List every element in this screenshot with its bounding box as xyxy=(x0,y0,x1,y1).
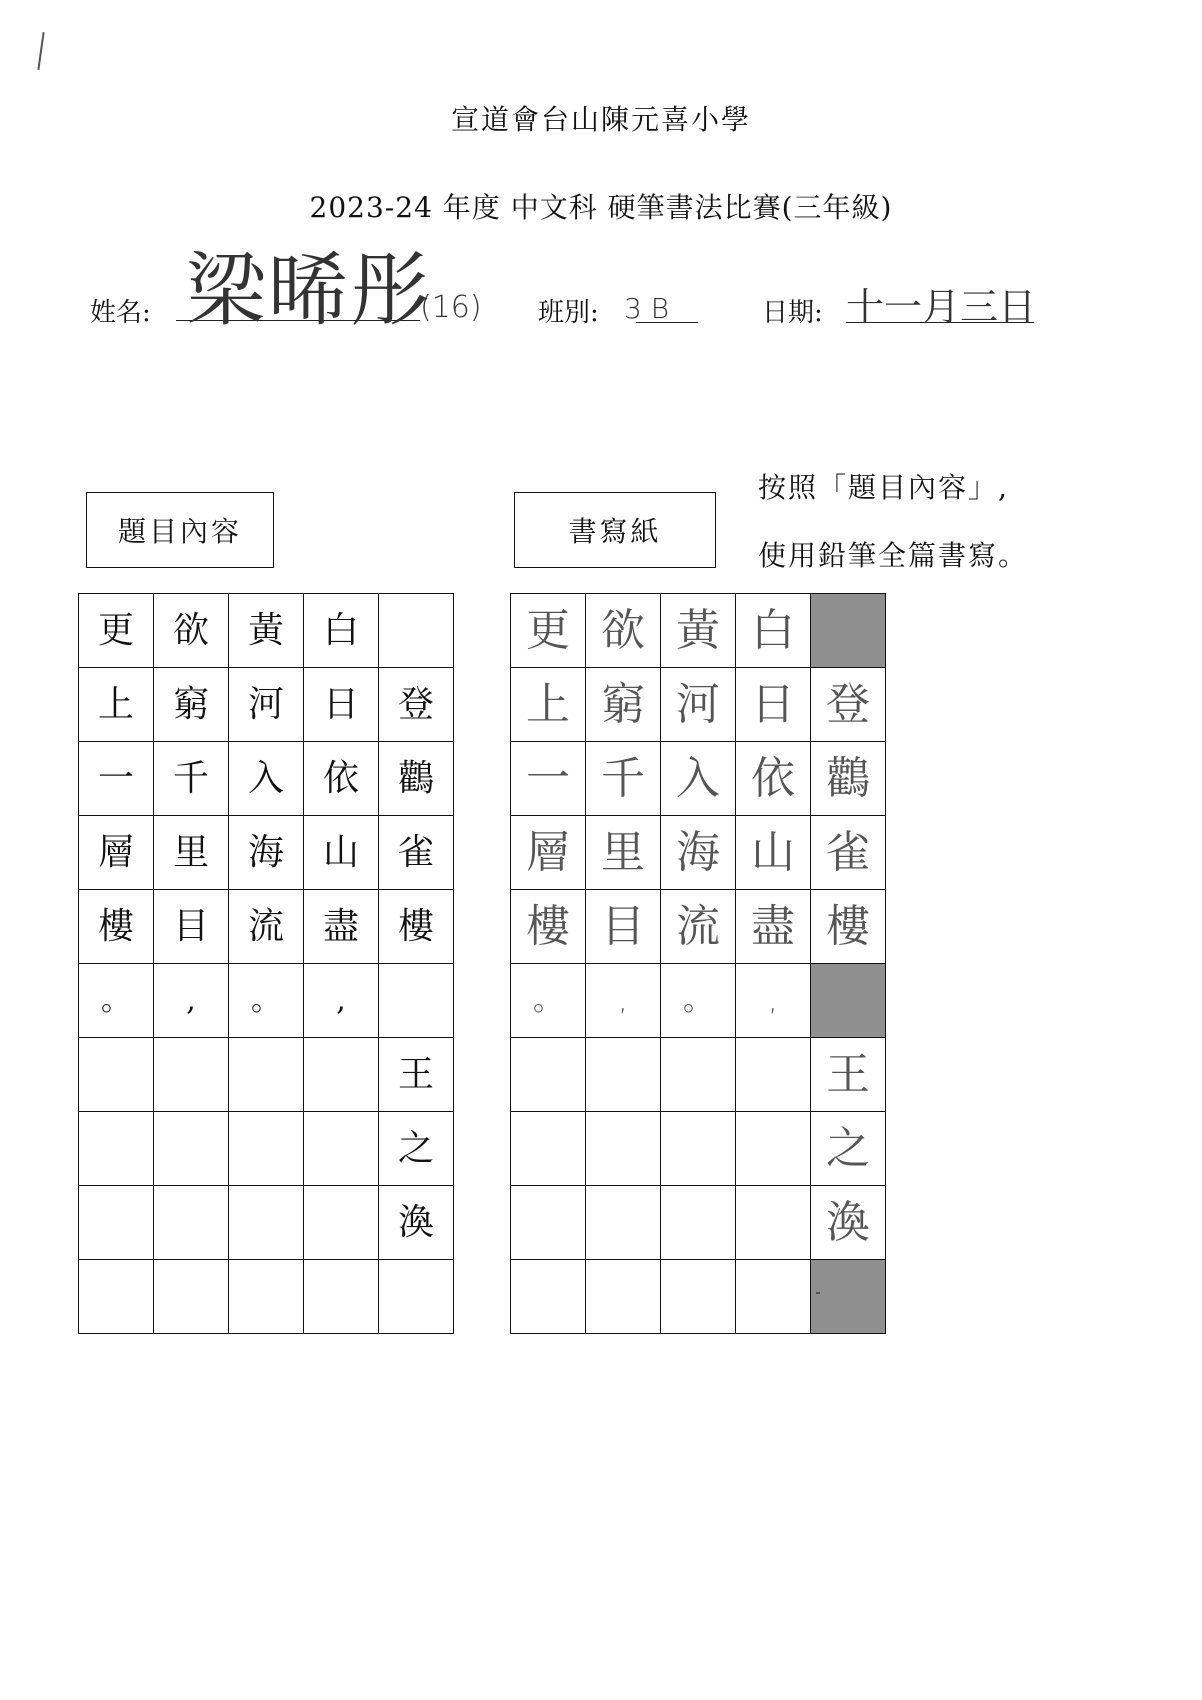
writing-grid-row xyxy=(511,668,886,742)
writing-grid-row xyxy=(511,964,886,1038)
writing-grid-cell: 窮 xyxy=(586,668,661,742)
prompt-grid-cell: 目 xyxy=(154,890,229,964)
writing-grid-cell xyxy=(511,1186,586,1260)
writing-grid-cell: 千 xyxy=(586,742,661,816)
writing-grid-cell: 里 xyxy=(586,816,661,890)
writing-grid-cell xyxy=(586,1038,661,1112)
prompt-grid-cell xyxy=(154,1186,229,1260)
prompt-grid-cell xyxy=(154,1112,229,1186)
writing-grid-cell xyxy=(736,1112,811,1186)
prompt-grid-row xyxy=(79,594,454,668)
prompt-grid-cell xyxy=(229,1186,304,1260)
writing-grid-cell: 入 xyxy=(661,742,736,816)
prompt-grid-cell: 欲 xyxy=(154,594,229,668)
prompt-grid-row xyxy=(79,1260,454,1334)
writing-grid-cell xyxy=(661,1260,736,1334)
prompt-grid-cell: 樓 xyxy=(379,890,454,964)
writing-grid-cell xyxy=(661,1038,736,1112)
prompt-grid-cell: 盡 xyxy=(304,890,379,964)
prompt-grid-cell xyxy=(304,1112,379,1186)
writing-grid-cell: 。 xyxy=(511,964,586,1038)
prompt-grid-row xyxy=(79,1186,454,1260)
prompt-grid-cell: , xyxy=(304,964,379,1038)
writing-grid-cell xyxy=(586,1260,661,1334)
prompt-grid-cell: 更 xyxy=(79,594,154,668)
date-label: 日期: xyxy=(762,298,823,328)
writing-grid-cell: 山 xyxy=(736,816,811,890)
prompt-grid-cell: 河 xyxy=(229,668,304,742)
date-value: 十一月三日 xyxy=(846,285,1037,329)
prompt-grid-cell: 之 xyxy=(379,1112,454,1186)
prompt-grid-cell: 。 xyxy=(229,964,304,1038)
prompt-grid-cell: 山 xyxy=(304,816,379,890)
prompt-grid-cell: 黃 xyxy=(229,594,304,668)
writing-grid-cell: 日 xyxy=(736,668,811,742)
writing-grid-cell: 黃 xyxy=(661,594,736,668)
writing-grid-cell: 樓 xyxy=(811,890,886,964)
prompt-grid-row xyxy=(79,964,454,1038)
prompt-grid-cell xyxy=(229,1038,304,1112)
prompt-grid-cell: 依 xyxy=(304,742,379,816)
student-number: (16) xyxy=(420,290,482,325)
prompt-grid-cell: 里 xyxy=(154,816,229,890)
writing-grid-cell xyxy=(736,1260,811,1334)
writing-grid-cell xyxy=(661,1112,736,1186)
prompt-grid-cell: 鸛 xyxy=(379,742,454,816)
writing-grid-cell: 目 xyxy=(586,890,661,964)
writing-grid-cell: 登 xyxy=(811,668,886,742)
writing-grid-cell: 依 xyxy=(736,742,811,816)
prompt-grid-row xyxy=(79,816,454,890)
writing-grid-row xyxy=(511,890,886,964)
prompt-grid-cell xyxy=(379,964,454,1038)
school-name: 宣道會台山陳元喜小學 xyxy=(450,103,751,136)
prompt-grid-cell: 窮 xyxy=(154,668,229,742)
prompt-grid-cell: 海 xyxy=(229,816,304,890)
prompt-grid-cell: 入 xyxy=(229,742,304,816)
writing-grid-cell xyxy=(586,1112,661,1186)
prompt-grid-cell xyxy=(379,1260,454,1334)
prompt-grid-cell: 千 xyxy=(154,742,229,816)
writing-grid-cell: 。 xyxy=(661,964,736,1038)
prompt-grid-row xyxy=(79,742,454,816)
prompt-grid-row xyxy=(79,890,454,964)
prompt-grid-cell: 。 xyxy=(79,964,154,1038)
writing-grid-cell: 流 xyxy=(661,890,736,964)
writing-grid-cell xyxy=(511,1112,586,1186)
instruction-line-1: 按照「題目內容」, xyxy=(758,471,1009,504)
writing-grid-cell: 一 xyxy=(511,742,586,816)
writing-grid-cell: 樓 xyxy=(511,890,586,964)
writing-box-title: 書寫紙 xyxy=(514,492,716,568)
writing-grid-cell: 層 xyxy=(511,816,586,890)
prompt-box-title: 題目內容 xyxy=(86,492,274,568)
writing-grid-cell: 盡 xyxy=(736,890,811,964)
prompt-grid-cell: 白 xyxy=(304,594,379,668)
prompt-grid-cell xyxy=(304,1038,379,1112)
stray-mark xyxy=(37,32,44,70)
prompt-grid-cell: 層 xyxy=(79,816,154,890)
writing-grid-row xyxy=(511,1112,886,1186)
writing-grid-cell: 欲 xyxy=(586,594,661,668)
writing-grid-cell xyxy=(811,1260,886,1334)
prompt-grid-cell: 日 xyxy=(304,668,379,742)
writing-grid-cell: , xyxy=(736,964,811,1038)
prompt-grid-cell xyxy=(229,1112,304,1186)
prompt-grid-cell: , xyxy=(154,964,229,1038)
prompt-grid-cell xyxy=(379,594,454,668)
prompt-grid-row xyxy=(79,1038,454,1112)
prompt-grid-cell xyxy=(304,1186,379,1260)
prompt-grid-row xyxy=(79,668,454,742)
prompt-grid-row xyxy=(79,1112,454,1186)
writing-grid-cell xyxy=(661,1186,736,1260)
writing-grid-cell: 更 xyxy=(511,594,586,668)
writing-grid-cell: 上 xyxy=(511,668,586,742)
prompt-grid-cell xyxy=(79,1260,154,1334)
writing-grid-row xyxy=(511,594,886,668)
prompt-grid-cell: 渙 xyxy=(379,1186,454,1260)
prompt-grid-cell: 上 xyxy=(79,668,154,742)
writing-grid-cell xyxy=(586,1186,661,1260)
prompt-grid-cell: 王 xyxy=(379,1038,454,1112)
writing-grid-cell: 鸛 xyxy=(811,742,886,816)
instruction-line-2: 使用鉛筆全篇書寫。 xyxy=(758,539,1029,572)
writing-grid-cell: , xyxy=(586,964,661,1038)
prompt-grid xyxy=(78,593,454,1334)
prompt-grid-cell: 樓 xyxy=(79,890,154,964)
writing-grid-row xyxy=(511,1186,886,1260)
writing-grid-cell: 白 xyxy=(736,594,811,668)
writing-grid-cell xyxy=(511,1260,586,1334)
writing-grid-cell: 之 xyxy=(811,1112,886,1186)
writing-grid-cell: 雀 xyxy=(811,816,886,890)
writing-grid-cell xyxy=(811,594,886,668)
prompt-grid-cell xyxy=(304,1260,379,1334)
writing-grid-row xyxy=(511,1260,886,1334)
writing-grid-cell: 海 xyxy=(661,816,736,890)
competition-title: 2023-24 年度 中文科 硬筆書法比賽(三年級) xyxy=(309,191,893,224)
prompt-grid-cell xyxy=(79,1038,154,1112)
writing-grid-cell xyxy=(736,1186,811,1260)
writing-grid-row xyxy=(511,1038,886,1112)
prompt-grid-cell: 雀 xyxy=(379,816,454,890)
writing-grid-row xyxy=(511,816,886,890)
writing-grid-cell xyxy=(511,1038,586,1112)
prompt-grid-cell: 登 xyxy=(379,668,454,742)
class-label: 班別: xyxy=(538,298,599,328)
writing-grid-cell: 河 xyxy=(661,668,736,742)
writing-grid-cell xyxy=(736,1038,811,1112)
prompt-grid-cell: 一 xyxy=(79,742,154,816)
writing-grid-row xyxy=(511,742,886,816)
name-label: 姓名: xyxy=(90,298,151,328)
prompt-grid-cell xyxy=(229,1260,304,1334)
writing-grid-cell: 王 xyxy=(811,1038,886,1112)
prompt-grid-cell: 流 xyxy=(229,890,304,964)
writing-grid-cell: 渙 xyxy=(811,1186,886,1260)
student-name: 梁晞彤 xyxy=(186,244,432,337)
class-value: 3 B xyxy=(624,292,670,325)
prompt-grid-cell xyxy=(154,1038,229,1112)
writing-grid-cell xyxy=(811,964,886,1038)
prompt-grid-cell xyxy=(79,1186,154,1260)
stray-mark xyxy=(816,1292,820,1294)
prompt-grid-cell xyxy=(154,1260,229,1334)
prompt-grid-cell xyxy=(79,1112,154,1186)
writing-grid xyxy=(510,593,886,1334)
